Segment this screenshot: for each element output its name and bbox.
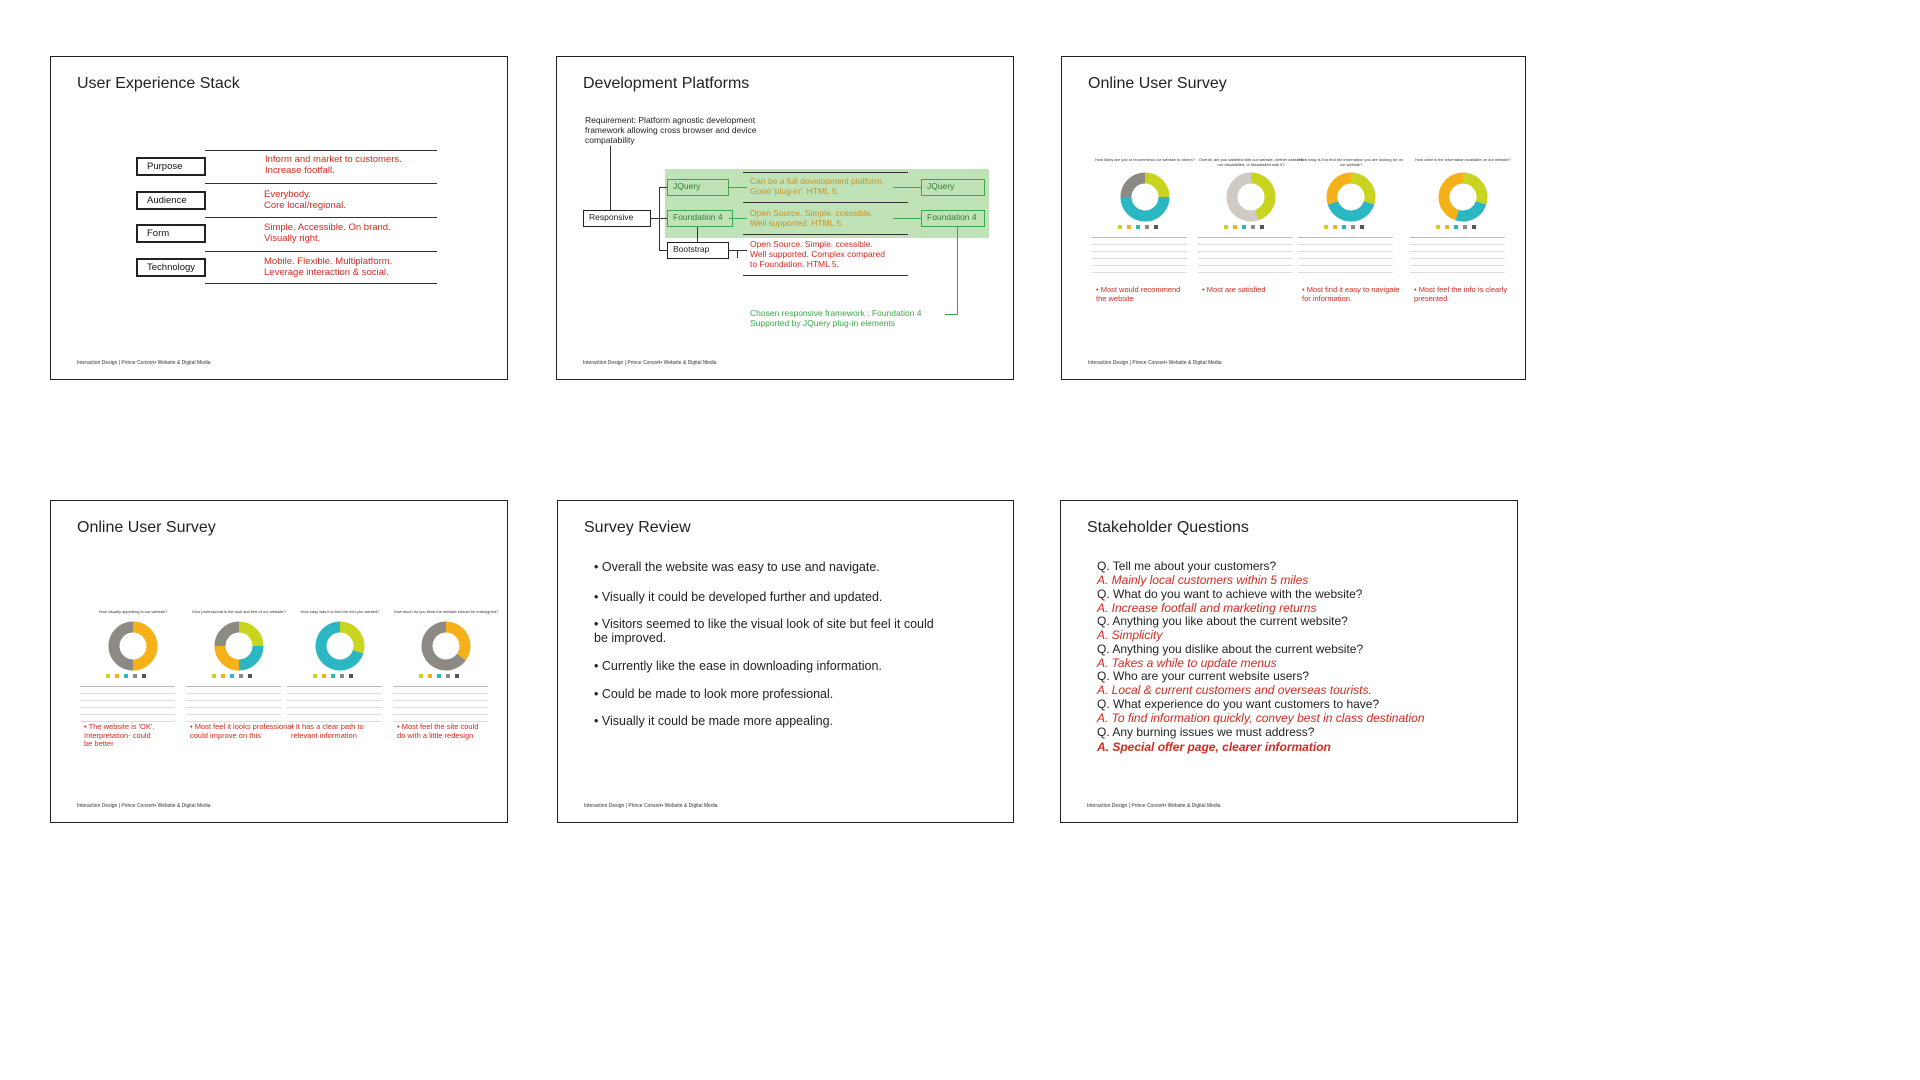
survey-question: How easy was it to find the info you wanted? — [300, 609, 380, 614]
table-row — [393, 708, 488, 715]
survey-results-table — [287, 686, 382, 722]
legend-swatch — [446, 674, 450, 678]
answer: A. Mainly local customers within 5 miles — [1097, 573, 1309, 587]
survey-finding: • Most feel the site could do with a little redesign — [397, 722, 479, 740]
chart-legend — [1324, 225, 1364, 229]
connector-line — [957, 226, 958, 314]
donut-segment — [1145, 178, 1164, 197]
chart-legend — [212, 674, 252, 678]
connector-line — [610, 146, 611, 210]
legend-swatch — [419, 674, 423, 678]
slide-footer: Interaction Design | Prince Consort• Website & Digital Media — [583, 360, 717, 366]
table-row — [393, 715, 488, 722]
legend-swatch — [124, 674, 128, 678]
table-row — [1410, 245, 1505, 252]
legend-swatch — [340, 674, 344, 678]
survey-results-table — [1410, 237, 1505, 273]
legend-swatch — [1342, 225, 1346, 229]
legend-swatch — [437, 674, 441, 678]
legend-swatch — [1472, 225, 1476, 229]
legend-swatch — [331, 674, 335, 678]
slide-footer: Interaction Design | Prince Consort• Website & Digital Media — [1087, 803, 1221, 809]
chart-legend — [419, 674, 459, 678]
table-row — [80, 687, 175, 694]
donut-segment — [1251, 178, 1270, 215]
jquery-right-box: JQuery — [921, 179, 985, 196]
review-point: • Could be made to look more professional. — [594, 687, 834, 701]
legend-swatch — [1224, 225, 1228, 229]
review-point: • Visually it could be made more appealing. — [594, 714, 834, 728]
donut-segment — [1457, 203, 1481, 216]
stack-label-purpose: Purpose — [136, 157, 206, 176]
legend-swatch — [248, 674, 252, 678]
legend-swatch — [1360, 225, 1364, 229]
survey-results-table — [1298, 237, 1393, 273]
foundation-description: Open Source. Simple. ccessible. Well supported. HTML 5. — [750, 208, 873, 228]
legend-swatch — [322, 674, 326, 678]
donut-segment — [1333, 203, 1369, 216]
legend-swatch — [1127, 225, 1131, 229]
survey-finding: • Most feel the info is clearly presented — [1414, 285, 1508, 303]
review-point: • Overall the website was easy to use and navigate. — [594, 560, 880, 574]
review-point: • Visitors seemed to like the visual look of site but feel it could be improved. — [594, 617, 934, 645]
survey-question: How clear is the information available on our website? — [1415, 157, 1511, 162]
chart-legend — [1224, 225, 1264, 229]
foundation-right-box: Foundation 4 — [921, 210, 985, 227]
donut-chart-icon — [1326, 172, 1376, 222]
connector-line — [659, 187, 667, 188]
donut-chart-icon — [214, 621, 264, 671]
table-row — [1198, 252, 1293, 259]
connector-line — [893, 187, 921, 188]
slide-title: Online User Survey — [1088, 75, 1227, 92]
slide-development-platforms[interactable] — [556, 56, 1014, 380]
connector-line — [945, 314, 958, 315]
table-row — [1198, 259, 1293, 266]
table-row — [1298, 266, 1393, 273]
survey-results-table — [186, 686, 281, 722]
table-row — [186, 687, 281, 694]
legend-swatch — [230, 674, 234, 678]
answer: A. To find information quickly, convey best in class destination — [1097, 711, 1425, 725]
survey-finding: • Most feel it looks professional could improve on this — [190, 722, 294, 740]
donut-segment — [446, 627, 465, 657]
survey-results-table — [393, 686, 488, 722]
answer: A. Takes a while to update menus — [1097, 656, 1277, 670]
divider — [205, 217, 437, 218]
legend-swatch — [133, 674, 137, 678]
slide-footer: Interaction Design | Prince Consort• Website & Digital Media — [77, 360, 211, 366]
slide-user-experience-stack[interactable] — [50, 56, 508, 380]
table-row — [186, 708, 281, 715]
legend-swatch — [1260, 225, 1264, 229]
table-row — [287, 715, 382, 722]
legend-swatch — [1251, 225, 1255, 229]
legend-swatch — [1242, 225, 1246, 229]
table-row — [1298, 238, 1393, 245]
connector-line — [743, 202, 908, 203]
connector-line — [893, 218, 921, 219]
question: Q. Tell me about your customers? — [1097, 559, 1277, 573]
donut-chart-icon — [315, 621, 365, 671]
table-row — [1092, 259, 1187, 266]
legend-swatch — [1233, 225, 1237, 229]
table-row — [1298, 259, 1393, 266]
legend-swatch — [428, 674, 432, 678]
stack-desc-technology: Mobile. Flexible. Multiplatform. Leverage interaction & social. — [264, 256, 393, 278]
legend-swatch — [1118, 225, 1122, 229]
requirement-text: Requirement: Platform agnostic development framework allowing cross browser and device compatability — [585, 115, 757, 145]
connector-line — [743, 172, 908, 173]
slide-footer: Interaction Design | Prince Consort• Website & Digital Media — [584, 803, 718, 809]
legend-swatch — [212, 674, 216, 678]
jquery-description: Can be a full development platform. Good 'plug-in'. HTML 5. — [750, 176, 885, 196]
table-row — [1092, 252, 1187, 259]
slide-title: Survey Review — [584, 519, 691, 536]
question: Q. What experience do you want customers to have? — [1097, 697, 1380, 711]
survey-question: How likely are you to recommend our website to others? — [1095, 157, 1195, 162]
slide-survey-review[interactable] — [557, 500, 1014, 823]
table-row — [287, 694, 382, 701]
survey-results-table — [1198, 237, 1293, 273]
answer: A. Special offer page, clearer information — [1097, 740, 1331, 754]
slide-footer: Interaction Design | Prince Consort• Website & Digital Media — [1088, 360, 1222, 366]
legend-swatch — [1333, 225, 1337, 229]
donut-segment — [114, 627, 133, 665]
donut-chart-icon — [1226, 172, 1276, 222]
question: Q. Any burning issues we must address? — [1097, 725, 1315, 739]
divider — [205, 251, 437, 252]
connector-line — [659, 250, 667, 251]
table-row — [393, 687, 488, 694]
donut-chart-icon — [108, 621, 158, 671]
survey-results-table — [80, 686, 175, 722]
legend-swatch — [115, 674, 119, 678]
survey-finding: • Most find it easy to navigate for information. — [1302, 285, 1400, 303]
table-row — [1092, 266, 1187, 273]
connector-line — [697, 227, 698, 243]
stack-label-form: Form — [136, 224, 206, 243]
connector-line — [737, 250, 738, 258]
survey-results-table — [1092, 237, 1187, 273]
table-row — [80, 715, 175, 722]
slide-title: Stakeholder Questions — [1087, 519, 1249, 536]
donut-chart-icon — [421, 621, 471, 671]
legend-swatch — [239, 674, 243, 678]
stack-desc-form: Simple. Accessible. On brand. Visually right. — [264, 222, 391, 244]
table-row — [1410, 238, 1505, 245]
donut-segment — [1126, 178, 1145, 197]
question: Q. Anything you like about the current website? — [1097, 614, 1348, 628]
donut-segment — [133, 627, 152, 665]
legend-swatch — [455, 674, 459, 678]
bootstrap-box: Bootstrap — [667, 242, 729, 259]
survey-finding: • Most would recommend the website — [1096, 285, 1181, 303]
slide-footer: Interaction Design | Prince Consort• Website & Digital Media — [77, 803, 211, 809]
table-row — [1198, 266, 1293, 273]
connector-line — [743, 234, 908, 235]
slide-title: Online User Survey — [77, 519, 216, 536]
survey-question: How professional is the look and feel of our website? — [192, 609, 286, 614]
table-row — [287, 701, 382, 708]
table-row — [80, 708, 175, 715]
table-row — [1410, 259, 1505, 266]
survey-question: How easy is it to find the information you are looking for on our website? — [1299, 157, 1403, 167]
donut-segment — [1444, 178, 1463, 215]
jquery-left-box: JQuery — [667, 179, 729, 196]
donut-segment — [220, 627, 239, 646]
table-row — [186, 715, 281, 722]
chart-legend — [313, 674, 353, 678]
table-row — [393, 701, 488, 708]
review-point: • Visually it could be developed further and updated. — [594, 590, 883, 604]
donut-chart-icon — [1120, 172, 1170, 222]
divider — [205, 183, 437, 184]
question: Q. What do you want to achieve with the website? — [1097, 587, 1363, 601]
slide-online-user-survey-2[interactable] — [50, 500, 508, 823]
table-row — [1410, 252, 1505, 259]
table-row — [1092, 245, 1187, 252]
table-row — [1092, 238, 1187, 245]
chart-legend — [1118, 225, 1158, 229]
table-row — [1198, 245, 1293, 252]
connector-line — [659, 187, 660, 250]
donut-segment — [1126, 197, 1164, 216]
chosen-framework-note: Chosen responsive framework : Foundation 4 Supported by JQuery plug-in elements — [750, 308, 922, 328]
answer: A. Local & current customers and overseas tourists. — [1097, 683, 1372, 697]
answer: A. Simplicity — [1097, 628, 1163, 642]
table-row — [186, 701, 281, 708]
table-row — [287, 708, 382, 715]
legend-swatch — [106, 674, 110, 678]
legend-swatch — [1351, 225, 1355, 229]
slide-online-user-survey-1[interactable] — [1061, 56, 1526, 380]
donut-segment — [1232, 178, 1257, 216]
slide-title: Development Platforms — [583, 75, 750, 92]
donut-segment — [1332, 178, 1351, 203]
donut-segment — [220, 646, 239, 665]
answer: A. Increase footfall and marketing returns — [1097, 601, 1317, 615]
connector-line — [729, 250, 747, 251]
table-row — [186, 694, 281, 701]
stack-label-audience: Audience — [136, 191, 206, 210]
foundation-left-box: Foundation 4 — [667, 210, 733, 227]
review-point: • Currently like the ease in downloading information. — [594, 659, 882, 673]
table-row — [1198, 238, 1293, 245]
legend-swatch — [1454, 225, 1458, 229]
legend-swatch — [221, 674, 225, 678]
donut-segment — [1463, 178, 1482, 203]
connector-line — [729, 187, 747, 188]
question: Q. Who are your current website users? — [1097, 669, 1310, 683]
survey-finding: • It has a clear path to relevant information — [291, 722, 364, 740]
legend-swatch — [1463, 225, 1467, 229]
responsive-box: Responsive — [583, 210, 651, 227]
donut-segment — [1351, 178, 1370, 203]
question: Q. Anything you dislike about the current website? — [1097, 642, 1364, 656]
legend-swatch — [1145, 225, 1149, 229]
donut-segment — [239, 627, 258, 646]
divider — [205, 150, 437, 151]
stack-label-technology: Technology — [136, 258, 206, 277]
slide-stakeholder-questions[interactable] — [1060, 500, 1518, 823]
legend-swatch — [1136, 225, 1140, 229]
table-row — [1410, 266, 1505, 273]
table-row — [287, 687, 382, 694]
legend-swatch — [142, 674, 146, 678]
connector-line — [743, 275, 908, 276]
legend-swatch — [1324, 225, 1328, 229]
survey-question: Overall, are you satisfied with our website, neither satisfied nor dissatisfied, or dissatisfied with it? — [1198, 157, 1304, 167]
table-row — [1298, 252, 1393, 259]
table-row — [393, 694, 488, 701]
bootstrap-description: Open Source. Simple. ccessible. Well supported. Complex compared to Foundation. HTML 5. — [750, 239, 885, 269]
donut-segment — [239, 646, 258, 665]
legend-swatch — [1436, 225, 1440, 229]
chart-legend — [106, 674, 146, 678]
legend-swatch — [1445, 225, 1449, 229]
survey-question: How visually appealing is our website? — [98, 609, 168, 614]
legend-swatch — [313, 674, 317, 678]
table-row — [1298, 245, 1393, 252]
stack-desc-purpose: Inform and market to customers. Increase footfall. — [265, 154, 402, 176]
chart-legend — [1436, 225, 1476, 229]
donut-segment — [340, 627, 359, 652]
stack-desc-audience: Everybody. Core local/regional. — [264, 189, 346, 211]
divider — [205, 283, 437, 284]
table-row — [80, 701, 175, 708]
legend-swatch — [1154, 225, 1158, 229]
table-row — [80, 694, 175, 701]
survey-question: How much do you think the website should be redesigned? — [393, 609, 499, 614]
legend-swatch — [349, 674, 353, 678]
survey-finding: • The website is 'OK'. Interpretation- could be better — [84, 722, 155, 748]
survey-finding: • Most are satisfied — [1202, 285, 1266, 294]
donut-chart-icon — [1438, 172, 1488, 222]
slide-title: User Experience Stack — [77, 75, 240, 92]
